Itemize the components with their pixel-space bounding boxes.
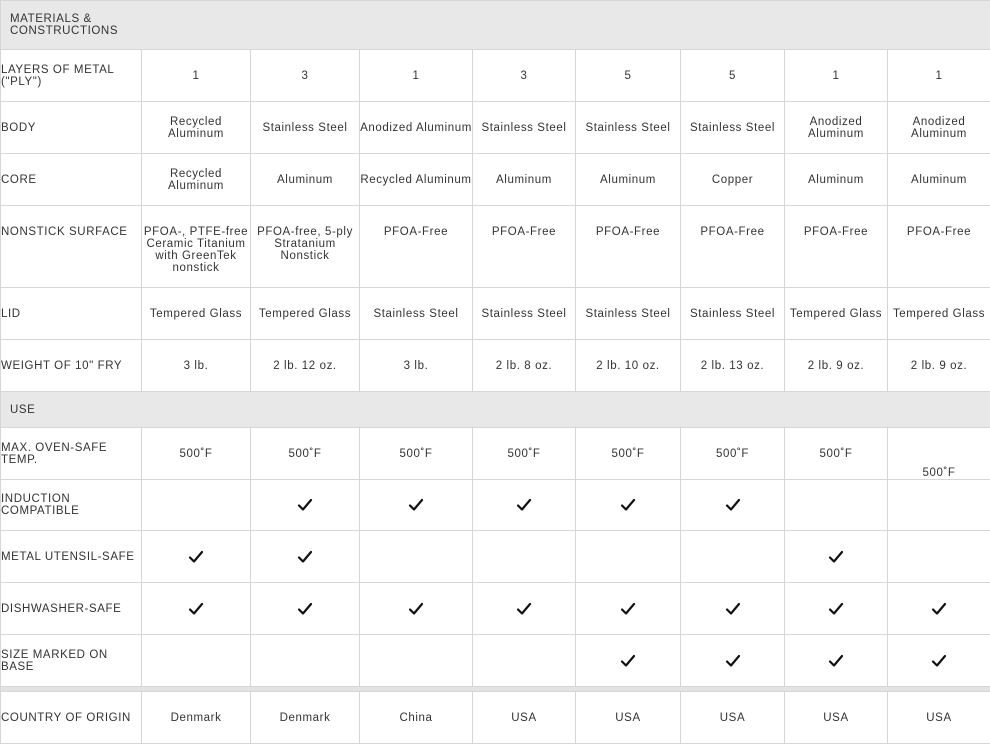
cell-nonstick: PFOA-Free (473, 206, 576, 288)
cell-body: Stainless Steel (681, 102, 785, 154)
cell-ply: 5 (576, 50, 681, 102)
cell-induction (473, 480, 576, 531)
cell-nonstick: PFOA-Free (888, 206, 990, 288)
checkmark-icon (188, 549, 204, 565)
cell-body: Stainless Steel (473, 102, 576, 154)
cell-induction (681, 480, 785, 531)
cell-dishwasher (681, 583, 785, 635)
cell-country: USA (473, 692, 576, 744)
cell-body: Anodized Aluminum (785, 102, 888, 154)
row-label-core: CORE (1, 154, 142, 206)
cell-dishwasher (473, 583, 576, 635)
row-label-lid: LID (1, 288, 142, 340)
cell-size-marked (142, 635, 251, 687)
cell-metal-utensil (785, 531, 888, 583)
checkmark-icon (620, 601, 636, 617)
cell-country: USA (785, 692, 888, 744)
cell-oven: 500˚F (785, 428, 888, 480)
cell-lid: Stainless Steel (473, 288, 576, 340)
row-label-ply: LAYERS OF METAL ("PLY") (1, 50, 142, 102)
checkmark-icon (188, 601, 204, 617)
cell-body: Anodized Aluminum (888, 102, 990, 154)
cell-metal-utensil (142, 531, 251, 583)
row-label-metal-utensil: METAL UTENSIL-SAFE (1, 531, 142, 583)
cell-dishwasher (576, 583, 681, 635)
row-label-country: COUNTRY OF ORIGIN (1, 692, 142, 744)
cell-dishwasher (251, 583, 360, 635)
cell-weight: 2 lb. 9 oz. (888, 340, 990, 392)
cell-nonstick: PFOA-Free (681, 206, 785, 288)
row-metal-utensil (1, 531, 990, 583)
cell-nonstick: PFOA-free, 5-ply Stratanium Nonstick (251, 206, 360, 288)
checkmark-icon (931, 601, 947, 617)
cell-induction (785, 480, 888, 531)
checkmark-icon (297, 549, 313, 565)
cell-ply: 1 (785, 50, 888, 102)
cell-lid: Stainless Steel (360, 288, 473, 340)
cell-core: Aluminum (473, 154, 576, 206)
cell-ply: 1 (142, 50, 251, 102)
cell-lid: Tempered Glass (251, 288, 360, 340)
row-weight (1, 340, 990, 392)
cell-lid: Tempered Glass (888, 288, 990, 340)
cell-oven: 500˚F (888, 428, 990, 480)
cell-body: Recycled Aluminum (142, 102, 251, 154)
cell-nonstick: PFOA-Free (360, 206, 473, 288)
cell-induction (576, 480, 681, 531)
row-ply (1, 50, 990, 102)
cell-size-marked (681, 635, 785, 687)
cell-metal-utensil (681, 531, 785, 583)
cell-metal-utensil (473, 531, 576, 583)
cell-weight: 2 lb. 10 oz. (576, 340, 681, 392)
cell-induction (251, 480, 360, 531)
row-size-marked (1, 635, 990, 687)
cell-dishwasher (785, 583, 888, 635)
cell-metal-utensil (251, 531, 360, 583)
checkmark-icon (828, 601, 844, 617)
row-induction (1, 480, 990, 531)
cell-ply: 3 (251, 50, 360, 102)
cell-size-marked (251, 635, 360, 687)
cell-country: USA (576, 692, 681, 744)
cell-metal-utensil (360, 531, 473, 583)
row-lid (1, 288, 990, 340)
cell-metal-utensil (576, 531, 681, 583)
row-label-size-marked: SIZE MARKED ON BASE (1, 635, 142, 687)
cell-oven: 500˚F (251, 428, 360, 480)
row-nonstick (1, 206, 990, 288)
cell-size-marked (888, 635, 990, 687)
cell-size-marked (360, 635, 473, 687)
cell-core: Recycled Aluminum (360, 154, 473, 206)
section-header-materials (1, 1, 990, 50)
checkmark-icon (828, 549, 844, 565)
checkmark-icon (516, 497, 532, 513)
cell-nonstick: PFOA-Free (785, 206, 888, 288)
checkmark-icon (620, 653, 636, 669)
checkmark-icon (516, 601, 532, 617)
cell-body: Stainless Steel (576, 102, 681, 154)
row-body (1, 102, 990, 154)
cell-lid: Stainless Steel (576, 288, 681, 340)
row-core (1, 154, 990, 206)
cell-oven: 500˚F (142, 428, 251, 480)
checkmark-icon (620, 497, 636, 513)
cell-weight: 3 lb. (360, 340, 473, 392)
cell-dishwasher (142, 583, 251, 635)
cell-country: USA (681, 692, 785, 744)
cell-country: Denmark (142, 692, 251, 744)
checkmark-icon (408, 497, 424, 513)
cell-lid: Stainless Steel (681, 288, 785, 340)
section-title-materials: MATERIALS & CONSTRUCTIONS (1, 1, 990, 50)
cell-ply: 1 (888, 50, 990, 102)
checkmark-icon (408, 601, 424, 617)
cell-size-marked (473, 635, 576, 687)
checkmark-icon (725, 497, 741, 513)
row-dishwasher (1, 583, 990, 635)
cell-ply: 5 (681, 50, 785, 102)
cell-weight: 2 lb. 13 oz. (681, 340, 785, 392)
cell-ply: 1 (360, 50, 473, 102)
cell-oven: 500˚F (360, 428, 473, 480)
cell-dishwasher (888, 583, 990, 635)
cell-core: Aluminum (888, 154, 990, 206)
row-label-nonstick: NONSTICK SURFACE (1, 206, 142, 288)
cell-lid: Tempered Glass (785, 288, 888, 340)
cell-induction (888, 480, 990, 531)
cell-size-marked (785, 635, 888, 687)
cell-ply: 3 (473, 50, 576, 102)
cell-body: Stainless Steel (251, 102, 360, 154)
cell-induction (360, 480, 473, 531)
section-title-use: USE (1, 392, 990, 428)
cell-lid: Tempered Glass (142, 288, 251, 340)
cell-core: Copper (681, 154, 785, 206)
section-header-use (1, 392, 990, 428)
row-label-oven: MAX. OVEN-SAFE TEMP. (1, 428, 142, 480)
cell-core: Aluminum (576, 154, 681, 206)
cell-core: Aluminum (251, 154, 360, 206)
cell-core: Recycled Aluminum (142, 154, 251, 206)
cell-size-marked (576, 635, 681, 687)
cell-dishwasher (360, 583, 473, 635)
checkmark-icon (828, 653, 844, 669)
cell-nonstick: PFOA-Free (576, 206, 681, 288)
cell-weight: 2 lb. 8 oz. (473, 340, 576, 392)
row-oven (1, 428, 990, 480)
cell-country: China (360, 692, 473, 744)
cell-oven: 500˚F (473, 428, 576, 480)
checkmark-icon (725, 653, 741, 669)
cell-weight: 2 lb. 12 oz. (251, 340, 360, 392)
row-label-dishwasher: DISHWASHER-SAFE (1, 583, 142, 635)
checkmark-icon (297, 497, 313, 513)
row-label-body: BODY (1, 102, 142, 154)
row-label-induction: INDUCTION COMPATIBLE (1, 480, 142, 531)
cell-oven: 500˚F (576, 428, 681, 480)
cell-metal-utensil (888, 531, 990, 583)
cell-core: Aluminum (785, 154, 888, 206)
cell-induction (142, 480, 251, 531)
checkmark-icon (931, 653, 947, 669)
cell-country: USA (888, 692, 990, 744)
cell-nonstick: PFOA-, PTFE-free Ceramic Titanium with GreenTek nonstick (142, 206, 251, 288)
row-country (1, 692, 990, 744)
cell-country: Denmark (251, 692, 360, 744)
checkmark-icon (725, 601, 741, 617)
cell-body: Anodized Aluminum (360, 102, 473, 154)
checkmark-icon (297, 601, 313, 617)
cell-oven: 500˚F (681, 428, 785, 480)
cell-weight: 2 lb. 9 oz. (785, 340, 888, 392)
row-label-weight: WEIGHT OF 10" FRY (1, 340, 142, 392)
cell-weight: 3 lb. (142, 340, 251, 392)
